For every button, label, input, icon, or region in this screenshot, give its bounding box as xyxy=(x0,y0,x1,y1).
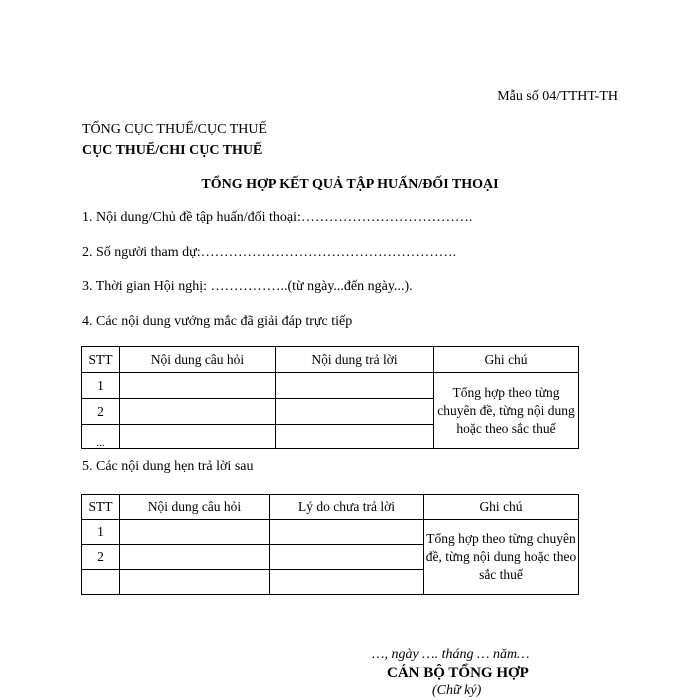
column-header-note: Ghi chú xyxy=(434,347,579,373)
agency-line-2: CỤC THUẾ/CHI CỤC THUẾ xyxy=(82,143,263,158)
item-deferred-section: 5. Các nội dung hẹn trả lời sau xyxy=(82,459,254,474)
question-cell xyxy=(120,399,276,425)
answer-cell xyxy=(276,373,434,399)
column-header-reason: Lý do chưa trả lời xyxy=(270,495,424,520)
answer-cell xyxy=(276,399,434,425)
answered-questions-table xyxy=(81,346,579,449)
row-number: ... xyxy=(82,425,120,449)
reason-cell xyxy=(270,570,424,595)
item-topic: 1. Nội dung/Chủ đề tập huấn/đối thoại:………………………………. xyxy=(82,210,473,225)
note-cell: Tổng hợp theo từng chuyên đề, từng nội dung hoặc theo sắc thuế xyxy=(424,520,579,595)
agency-line-1: TỔNG CỤC THUẾ/CỤC THUẾ xyxy=(82,122,267,137)
item-attendees: 2. Số người tham dự:………………………………………………. xyxy=(82,245,457,260)
row-number xyxy=(82,570,120,595)
table-row xyxy=(82,373,579,399)
reason-cell xyxy=(270,545,424,570)
row-number: 1 xyxy=(82,520,120,545)
column-header-question: Nội dung câu hỏi xyxy=(120,495,270,520)
item-answered-section: 4. Các nội dung vướng mắc đã giải đáp trực tiếp xyxy=(82,314,353,329)
signer-title: CÁN BỘ TỔNG HỢP xyxy=(387,665,529,681)
column-header-stt: STT xyxy=(82,347,120,373)
row-number: 1 xyxy=(82,373,120,399)
table-row xyxy=(82,520,579,545)
column-header-question: Nội dung câu hỏi xyxy=(120,347,276,373)
row-number: 2 xyxy=(82,545,120,570)
column-header-stt: STT xyxy=(82,495,120,520)
question-cell xyxy=(120,425,276,449)
table-header-row xyxy=(82,495,579,520)
question-cell xyxy=(120,373,276,399)
signature-note: (Chữ ký) xyxy=(432,683,482,698)
row-number: 2 xyxy=(82,399,120,425)
question-cell xyxy=(120,520,270,545)
question-cell xyxy=(120,570,270,595)
reason-cell xyxy=(270,520,424,545)
item-conference-time: 3. Thời gian Hội nghị: ……………..(từ ngày...đến ngày...). xyxy=(82,279,413,294)
answer-cell xyxy=(276,425,434,449)
column-header-answer: Nội dung trả lời xyxy=(276,347,434,373)
column-header-note: Ghi chú xyxy=(424,495,579,520)
deferred-questions-table xyxy=(81,494,579,595)
note-cell: Tổng hợp theo từng chuyên đề, từng nội dung hoặc theo sắc thuế xyxy=(434,373,579,449)
form-code: Mẫu số 04/TTHT-TH xyxy=(497,89,618,104)
table-header-row xyxy=(82,347,579,373)
date-line: …, ngày …. tháng … năm… xyxy=(372,647,530,662)
question-cell xyxy=(120,545,270,570)
document-title: TỔNG HỢP KẾT QUẢ TẬP HUẤN/ĐỐI THOẠI xyxy=(201,177,499,192)
